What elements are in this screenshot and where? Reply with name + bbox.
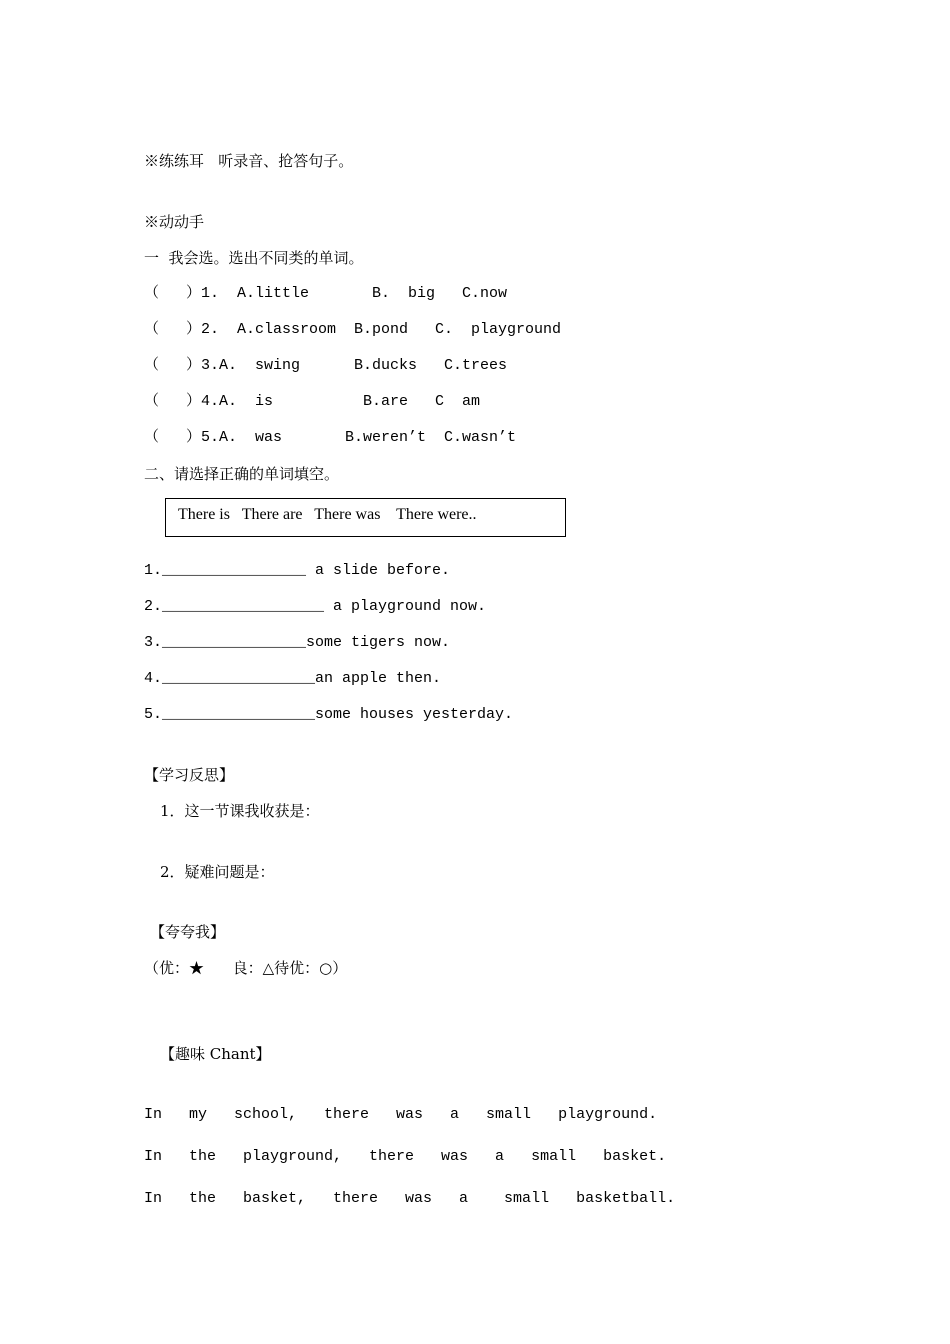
choice-item-2: （ ）2. A.classroom B.pond C. playground bbox=[144, 321, 562, 338]
chant-line-1: In my school, there was a small playground. bbox=[144, 1106, 658, 1123]
hands-on-heading: ※动动手 bbox=[144, 213, 205, 231]
fill-item-2: 2.__________________ a playground now. bbox=[144, 598, 487, 615]
fill-item-1: 1.________________ a slide before. bbox=[144, 562, 451, 579]
fill-item-3: 3.________________some tigers now. bbox=[144, 634, 451, 651]
fill-item-4: 4._________________an apple then. bbox=[144, 670, 442, 687]
section2-title: 二、请选择正确的单词填空。 bbox=[144, 465, 340, 483]
choice-item-3: （ ）3.A. swing B.ducks C.trees bbox=[144, 357, 508, 374]
word-bank-options: There is There are There was There were.. bbox=[178, 506, 477, 523]
praise-title: 【夸夸我】 bbox=[150, 923, 226, 941]
choice-item-5: （ ）5.A. was B.weren’t C.wasn’t bbox=[144, 429, 517, 446]
choice-item-1: （ ）1. A.little B. big C.now bbox=[144, 285, 508, 302]
word-bank-box bbox=[165, 498, 566, 537]
choice-item-4: （ ）4.A. is B.are C am bbox=[144, 393, 481, 410]
reflection-title: 【学习反思】 bbox=[144, 766, 235, 784]
chant-title: 【趣味 Chant】 bbox=[160, 1045, 271, 1063]
reflection-q1: 1．这一节课我收获是： bbox=[160, 802, 320, 820]
chant-line-3: In the basket, there was a small basketball. bbox=[144, 1190, 676, 1207]
praise-scale: （优：★ 良：△待优：○） bbox=[144, 959, 348, 977]
listen-heading: ※练练耳 听录音、抢答句子。 bbox=[144, 152, 354, 170]
chant-line-2: In the playground, there was a small basket. bbox=[144, 1148, 667, 1165]
section1-title: 一 我会选。选出不同类的单词。 bbox=[144, 249, 364, 267]
fill-item-5: 5._________________some houses yesterday. bbox=[144, 706, 514, 723]
reflection-q2: 2．疑难问题是： bbox=[160, 863, 275, 881]
